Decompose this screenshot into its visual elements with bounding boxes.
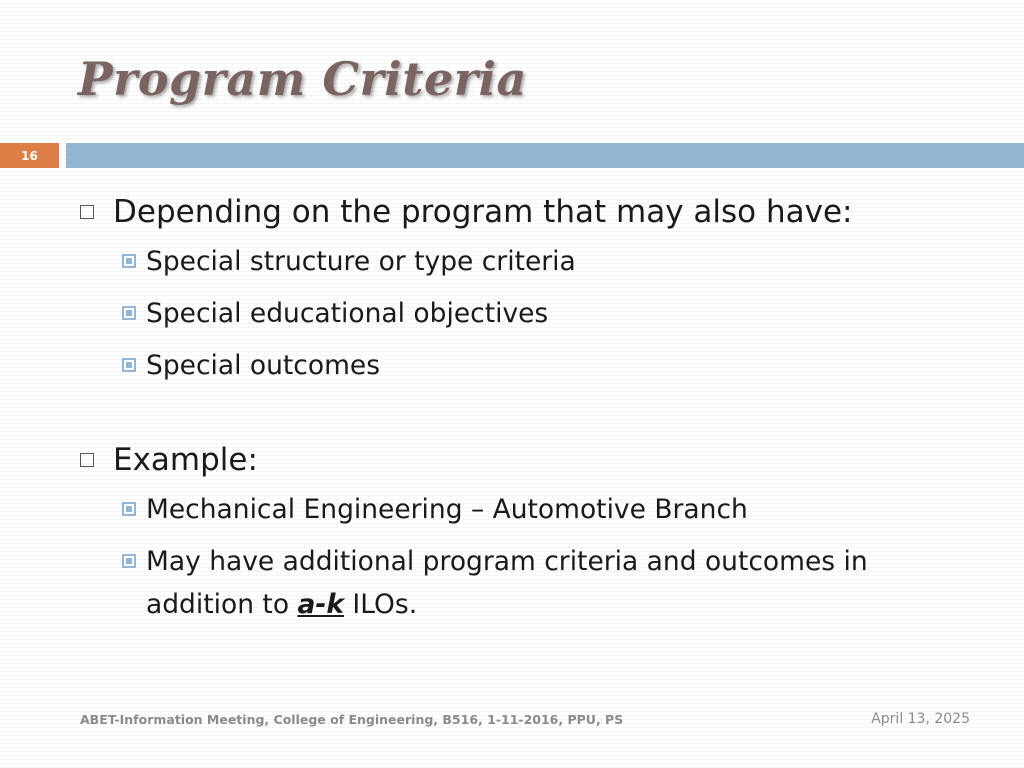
sub-bullet-text: Special educational objectives <box>146 298 549 329</box>
sub-bullet-text <box>146 540 980 626</box>
filled-square-bullet-icon <box>122 306 136 320</box>
sub-bullet-text: Mechanical Engineering – Automotive Branch <box>146 494 748 525</box>
footer-text: ABET-Information Meeting, College of Engineering, B516, 1-11-2016, PPU, PS <box>80 712 624 727</box>
filled-square-bullet-icon <box>122 254 136 268</box>
bullet-level2 <box>122 292 980 335</box>
bullet-level2 <box>122 344 980 387</box>
sub-bullet-text: Special outcomes <box>146 350 381 381</box>
hollow-square-bullet-icon <box>80 205 94 219</box>
sub-bullet-text-part: May have additional program criteria and outcomes in addition to <box>146 546 868 620</box>
bullet-level2 <box>122 240 980 283</box>
bullet-level2 <box>122 488 980 531</box>
bullet-level1 <box>80 190 980 234</box>
bullet-level2 <box>122 540 980 626</box>
sub-bullet-list <box>122 488 980 626</box>
hollow-square-bullet-icon <box>80 453 94 467</box>
bullet-level1 <box>80 438 980 482</box>
filled-square-bullet-icon <box>122 554 136 568</box>
sub-bullet-text-part: ILOs. <box>343 589 418 620</box>
footer-date: April 13, 2025 <box>871 711 970 727</box>
slide-title: Program Criteria <box>78 52 527 106</box>
slide-content <box>80 190 980 635</box>
sub-bullet-list <box>122 240 980 387</box>
bullet-text: Depending on the program that may also have: <box>113 194 853 230</box>
bullet-text: Example: <box>113 442 258 478</box>
filled-square-bullet-icon <box>122 502 136 516</box>
sub-bullet-text: Special structure or type criteria <box>146 246 576 277</box>
title-divider-bar <box>66 143 1024 168</box>
slide-number: 16 <box>0 143 59 168</box>
filled-square-bullet-icon <box>122 358 136 372</box>
ak-emphasis: a-k <box>297 589 344 620</box>
